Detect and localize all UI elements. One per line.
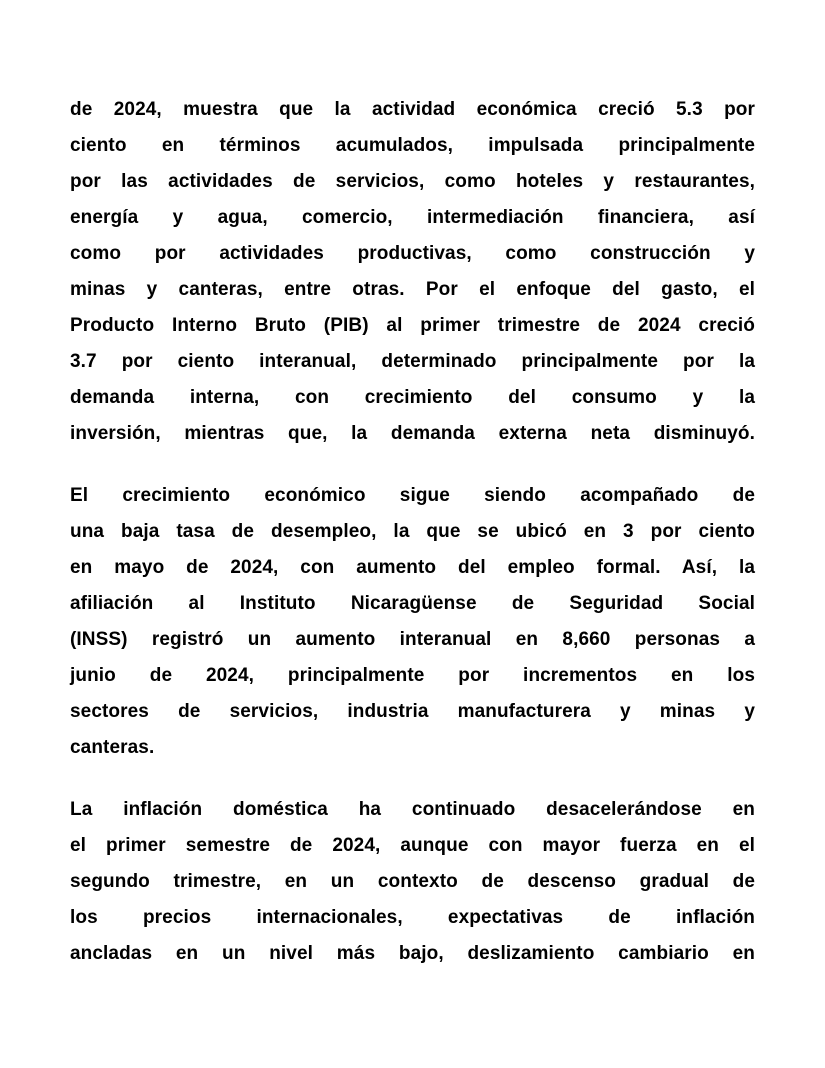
text-line: sectores de servicios, industria manufacturera y minas y bbox=[70, 701, 755, 722]
text-line: de 2024, muestra que la actividad económica creció 5.3 por bbox=[70, 99, 755, 120]
text-line: ancladas en un nivel más bajo, deslizamiento cambiario en bbox=[70, 943, 755, 964]
text-line: canteras. bbox=[70, 737, 155, 758]
document-text-block bbox=[70, 92, 755, 998]
text-line: 3.7 por ciento interanual, determinado principalmente por la bbox=[70, 351, 755, 372]
text-line: los precios internacionales, expectativas de inflación bbox=[70, 907, 755, 928]
text-line: (INSS) registró un aumento interanual en 8,660 personas a bbox=[70, 629, 755, 650]
text-line: afiliación al Instituto Nicaragüense de Seguridad Social bbox=[70, 593, 755, 614]
text-line: junio de 2024, principalmente por incrementos en los bbox=[70, 665, 755, 686]
text-line: La inflación doméstica ha continuado desacelerándose en bbox=[70, 799, 755, 820]
text-line: en mayo de 2024, con aumento del empleo formal. Así, la bbox=[70, 557, 755, 578]
text-line: inversión, mientras que, la demanda externa neta disminuyó. bbox=[70, 423, 755, 444]
text-line: el primer semestre de 2024, aunque con mayor fuerza en el bbox=[70, 835, 755, 856]
text-line: Producto Interno Bruto (PIB) al primer trimestre de 2024 creció bbox=[70, 315, 755, 336]
text-line: como por actividades productivas, como construcción y bbox=[70, 243, 755, 264]
text-line: una baja tasa de desempleo, la que se ubicó en 3 por ciento bbox=[70, 521, 755, 542]
paragraph-employment bbox=[70, 478, 755, 766]
text-line: energía y agua, comercio, intermediación financiera, así bbox=[70, 207, 755, 228]
text-line: segundo trimestre, en un contexto de descenso gradual de bbox=[70, 871, 755, 892]
text-line: El crecimiento económico sigue siendo acompañado de bbox=[70, 485, 755, 506]
text-line: demanda interna, con crecimiento del consumo y la bbox=[70, 387, 755, 408]
paragraph-economic-activity bbox=[70, 92, 755, 452]
text-line: por las actividades de servicios, como hoteles y restaurantes, bbox=[70, 171, 755, 192]
text-line: ciento en términos acumulados, impulsada principalmente bbox=[70, 135, 755, 156]
text-line: minas y canteras, entre otras. Por el enfoque del gasto, el bbox=[70, 279, 755, 300]
paragraph-inflation bbox=[70, 792, 755, 972]
